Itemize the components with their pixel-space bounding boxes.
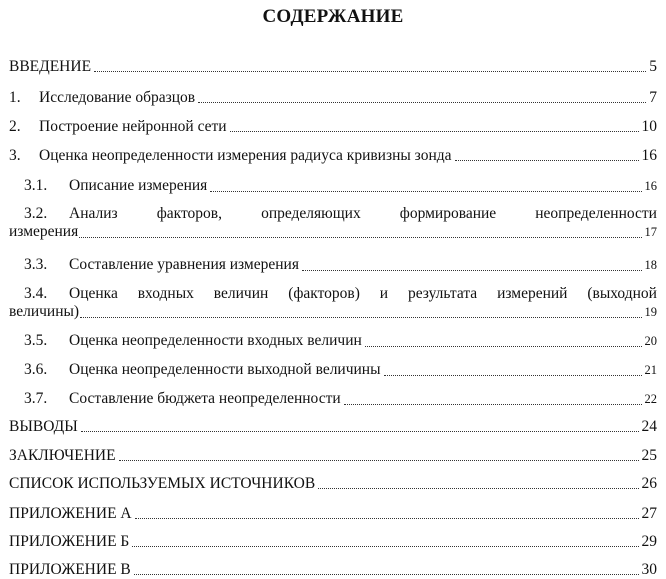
- toc-entry-text: [24, 332, 362, 350]
- toc-entry[interactable]: [9, 147, 657, 165]
- toc-entry-text: [9, 58, 91, 76]
- dot-leader: [134, 574, 639, 575]
- toc-page-number: 16: [644, 179, 657, 193]
- toc-entry-text: [9, 418, 78, 436]
- toc-entry-text: [24, 256, 299, 274]
- toc-page-number: 7: [649, 89, 657, 106]
- toc-entry-label: Составление бюджета неопределенности: [69, 390, 341, 407]
- toc-entry-word: (факторов): [288, 285, 360, 302]
- toc-entry-label: измерения: [9, 223, 79, 240]
- toc-entry-word: (выходной: [587, 285, 657, 302]
- toc-entry-text: [24, 177, 207, 195]
- toc-page-number: 17: [644, 225, 657, 239]
- toc-page-number: 25: [641, 447, 657, 464]
- toc-entry-word: входных: [137, 285, 194, 302]
- toc-entry-line2: [9, 303, 657, 321]
- toc-entry[interactable]: [9, 361, 657, 379]
- toc-entry-text: [9, 89, 195, 107]
- toc-entry[interactable]: [9, 285, 657, 321]
- toc-page-number: 27: [641, 505, 657, 522]
- toc-entry[interactable]: [9, 256, 657, 274]
- toc-entry-number: 1.: [9, 89, 21, 106]
- toc-entry-number: 3.7.: [24, 390, 48, 407]
- toc-page-number: 21: [644, 363, 657, 377]
- toc-entry[interactable]: [9, 475, 657, 493]
- dot-leader: [455, 160, 639, 161]
- toc-entry-word: и: [379, 285, 389, 302]
- toc-entry-text: [9, 147, 452, 165]
- toc-entry-text: [9, 561, 131, 579]
- toc-entry-label: ПРИЛОЖЕНИЕ В: [9, 561, 131, 578]
- toc-entry[interactable]: [9, 205, 657, 241]
- toc-entry-label: Исследование образцов: [39, 89, 196, 106]
- dot-leader: [80, 317, 641, 318]
- dot-leader: [198, 102, 646, 103]
- toc-entry-number: 3.6.: [24, 361, 48, 378]
- toc-entry-text: [9, 118, 227, 136]
- dot-leader: [135, 518, 639, 519]
- toc-entry[interactable]: [9, 533, 657, 551]
- toc-entry-text: [9, 447, 116, 465]
- toc-page-number: 22: [644, 392, 657, 406]
- dot-leader: [94, 71, 646, 72]
- toc-entry[interactable]: [9, 177, 657, 195]
- toc-page-number: 29: [641, 533, 657, 550]
- toc-entry[interactable]: [9, 418, 657, 436]
- toc-entry-word: факторов,: [156, 205, 222, 222]
- toc-entry-line1: [24, 205, 657, 223]
- dot-leader: [132, 546, 638, 547]
- toc-entry-text: [24, 361, 381, 379]
- toc-entry-number: 3.1.: [24, 177, 48, 194]
- toc-entry-word: Оценка: [69, 285, 118, 302]
- toc-entry[interactable]: [9, 89, 657, 107]
- dot-leader: [318, 488, 638, 489]
- toc-entry-label: Оценка неопределенности выходной величины: [69, 361, 381, 378]
- toc-entry-word: неопределенности: [535, 205, 657, 222]
- toc-page-number: 26: [641, 475, 657, 492]
- toc-page-number: 30: [641, 561, 657, 578]
- toc-entry-label: ПРИЛОЖЕНИЕ А: [9, 505, 132, 522]
- dot-leader: [344, 404, 642, 405]
- toc-entry-line2: [9, 223, 657, 241]
- toc-entry-word: результата: [407, 285, 478, 302]
- toc-entry[interactable]: [9, 505, 657, 523]
- toc-page-number: 10: [641, 118, 657, 135]
- toc-entry-label: ВЫВОДЫ: [9, 418, 78, 435]
- toc-entry-text: [9, 475, 315, 493]
- toc-entry-label: ПРИЛОЖЕНИЕ Б: [9, 533, 130, 550]
- toc-entry-word: измерений: [497, 285, 568, 302]
- toc-entry-word: определяющих: [261, 205, 361, 222]
- dot-leader: [302, 270, 642, 271]
- toc-entry-line1: [24, 285, 657, 303]
- dot-leader: [119, 460, 639, 461]
- toc-entry-label: Составление уравнения измерения: [69, 256, 299, 273]
- toc-entry[interactable]: [9, 390, 657, 408]
- toc-entry-label: Оценка неопределенности входных величин: [69, 332, 362, 349]
- dot-leader: [79, 237, 641, 238]
- toc-entry[interactable]: [9, 332, 657, 350]
- toc-entry[interactable]: [9, 118, 657, 136]
- toc-title: СОДЕРЖАНИЕ: [262, 6, 404, 27]
- toc-page-number: 20: [644, 334, 657, 348]
- dot-leader: [365, 346, 642, 347]
- toc-entry-label: СПИСОК ИСПОЛЬЗУЕМЫХ ИСТОЧНИКОВ: [9, 475, 316, 492]
- toc-entry-label: Построение нейронной сети: [39, 118, 227, 135]
- toc-entry-word: формирование: [399, 205, 497, 222]
- toc-entry-word: величин: [213, 285, 269, 302]
- toc-page-number: 24: [641, 418, 657, 435]
- toc-page-number: 19: [644, 305, 657, 319]
- toc-entry-lead: [24, 205, 118, 223]
- toc-entry-text: [9, 533, 129, 551]
- toc-entry-label: Оценка неопределенности измерения радиуса кривизны зонда: [39, 147, 452, 164]
- toc-entry-number: 2.: [9, 118, 21, 135]
- toc-entry-lead: [24, 285, 118, 303]
- toc-entry-label: Описание измерения: [69, 177, 208, 194]
- dot-leader: [230, 131, 639, 132]
- toc-entry-text: [9, 505, 132, 523]
- toc-entry[interactable]: [9, 447, 657, 465]
- toc-entry-word: Анализ: [69, 205, 118, 222]
- toc-page-number: 16: [641, 147, 657, 164]
- toc-entry-label: ВВЕДЕНИЕ: [9, 58, 92, 75]
- toc-entry-label: ЗАКЛЮЧЕНИЕ: [9, 447, 116, 464]
- dot-leader: [81, 431, 639, 432]
- toc-entry-number: 3.: [9, 147, 21, 164]
- toc-entry-number: 3.5.: [24, 332, 48, 349]
- toc-page-number: 5: [649, 58, 657, 75]
- toc-entry-number: 3.4.: [24, 285, 48, 302]
- document-page: [9, 6, 657, 578]
- dot-leader: [384, 375, 642, 376]
- toc-entry-text: [24, 390, 341, 408]
- toc-page-number: 18: [644, 258, 657, 272]
- toc-entry-number: 3.2.: [24, 205, 48, 222]
- toc-entry-label: величины): [9, 303, 80, 320]
- toc-entry[interactable]: [9, 561, 657, 579]
- dot-leader: [210, 191, 641, 192]
- toc-entry-number: 3.3.: [24, 256, 48, 273]
- toc-entry[interactable]: [9, 58, 657, 76]
